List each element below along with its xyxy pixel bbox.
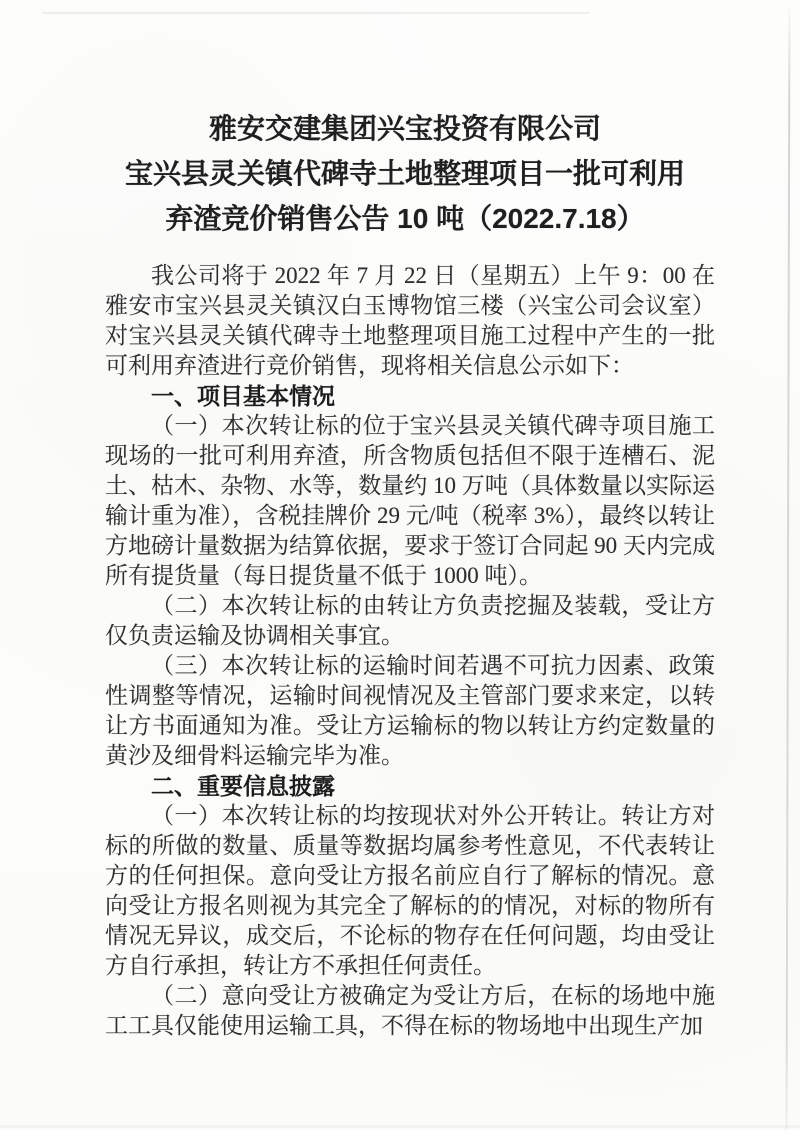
- section-1-heading: 一、项目基本情况: [151, 383, 335, 409]
- scan-artifact-right-edge-line: [786, 6, 791, 1130]
- intro-paragraph: 我公司将于 2022 年 7 月 22 日（星期五）上午 9：00 在雅安市宝兴县灵关镇汉白玉博物馆三楼（兴宝公司会议室）对宝兴县灵关镇代碑寺土地整理项目施工过程中产生的一批可利用弃渣进行竞价销售，现将相关信息公示如下：: [105, 263, 715, 378]
- section-2-heading: 二、重要信息披露: [151, 773, 335, 799]
- title-line-2: 宝兴县灵关镇代碑寺土地整理项目一批可利用: [124, 158, 685, 189]
- document-body: [105, 261, 715, 1041]
- title-line-1: 雅安交建集团兴宝投资有限公司: [208, 113, 601, 144]
- section-2-item-2-paragraph-truncated: （二）意向受让方被确定为受让方后，在标的场地中施工工具仅能使用运输工具，不得在标的物场地中出现生产加: [105, 983, 715, 1038]
- scan-artifact-top-streak: [42, 12, 590, 14]
- title-line-3: 弃渣竞价销售公告 10 吨（2022.7.18）: [165, 203, 645, 234]
- section-2-item-1-paragraph: （一）本次转让标的均按现状对外公开转让。转让方对标的所做的数量、质量等数据均属参考性意见，不代表转让方的任何担保。意向受让方报名前应自行了解标的情况。意向受让方报名则视为其完全了解标的的情况，对标的物所有情况无异议，成交后，不论标的物存在任何问题，均由受让方自行承担，转让方不承担任何责任。: [105, 803, 715, 978]
- section-1-item-3-paragraph: （三）本次转让标的运输时间若遇不可抗力因素、政策性调整等情况，运输时间视情况及主管部门要求来定，以转让方书面通知为准。受让方运输标的物以转让方约定数量的黄沙及细骨料运输完毕为准。: [105, 653, 715, 768]
- section-1-item-1-paragraph: （一）本次转让标的位于宝兴县灵关镇代碑寺项目施工现场的一批可利用弃渣，所含物质包括但不限于连槽石、泥土、枯木、杂物、水等，数量约 10 万吨（具体数量以实际运输计重为准），含税挂牌价 29 元/吨（税率 3%），最终以转让方地磅计量数据为结算依据，要求于签订合同起 90 天内完成所有提货量（每日提货量不低于 1000 吨）。: [105, 413, 715, 588]
- scan-artifact-bottom-band: [0, 1125, 800, 1128]
- section-1-item-2-paragraph: （二）本次转让标的由转让方负责挖掘及装载，受让方仅负责运输及协调相关事宜。: [105, 593, 715, 648]
- document-title: [95, 106, 715, 241]
